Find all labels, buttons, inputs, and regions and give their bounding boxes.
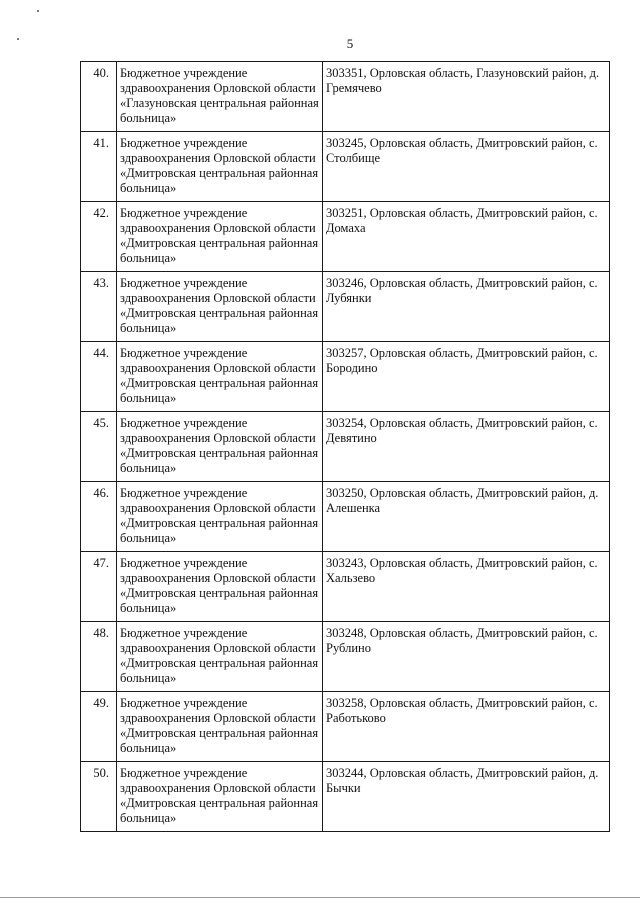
table-row [81,412,610,482]
row-number: 42. [81,202,117,272]
row-number: 49. [81,692,117,762]
institution-name: Бюджетное учреждение здравоохранения Орловской области «Дмитровская центральная районная больница» [117,692,323,762]
row-number: 47. [81,552,117,622]
table-row [81,202,610,272]
institution-address: 303351, Орловская область, Глазуновский район, д. Гремячево [323,62,610,132]
institution-name: Бюджетное учреждение здравоохранения Орловской области «Дмитровская центральная районная больница» [117,622,323,692]
institution-address: 303254, Орловская область, Дмитровский район, с. Девятино [323,412,610,482]
institution-name: Бюджетное учреждение здравоохранения Орловской области «Дмитровская центральная районная больница» [117,132,323,202]
row-number: 40. [81,62,117,132]
row-number: 44. [81,342,117,412]
facilities-table [80,61,610,832]
scan-speck [37,10,39,12]
institution-name: Бюджетное учреждение здравоохранения Орловской области «Дмитровская центральная районная больница» [117,272,323,342]
institution-address: 303251, Орловская область, Дмитровский район, с. Домаха [323,202,610,272]
institution-address: 303245, Орловская область, Дмитровский район, с. Столбище [323,132,610,202]
row-number: 48. [81,622,117,692]
institution-address: 303243, Орловская область, Дмитровский район, с. Хальзево [323,552,610,622]
institution-address: 303248, Орловская область, Дмитровский район, с. Рублино [323,622,610,692]
facilities-table-body [81,62,610,832]
institution-name: Бюджетное учреждение здравоохранения Орловской области «Дмитровская центральная районная больница» [117,202,323,272]
institution-name: Бюджетное учреждение здравоохранения Орловской области «Глазуновская центральная районная больница» [117,62,323,132]
institution-address: 303246, Орловская область, Дмитровский район, с. Лубянки [323,272,610,342]
institution-address: 303257, Орловская область, Дмитровский район, с. Бородино [323,342,610,412]
institution-address: 303258, Орловская область, Дмитровский район, с. Работьково [323,692,610,762]
table-row [81,692,610,762]
table-row [81,552,610,622]
table-row [81,342,610,412]
institution-name: Бюджетное учреждение здравоохранения Орловской области «Дмитровская центральная районная больница» [117,412,323,482]
row-number: 45. [81,412,117,482]
table-row [81,762,610,832]
institution-name: Бюджетное учреждение здравоохранения Орловской области «Дмитровская центральная районная больница» [117,482,323,552]
scan-edge-line [0,897,640,898]
table-row [81,482,610,552]
row-number: 50. [81,762,117,832]
institution-address: 303244, Орловская область, Дмитровский район, д. Бычки [323,762,610,832]
institution-address: 303250, Орловская область, Дмитровский район, д. Алешенка [323,482,610,552]
institution-name: Бюджетное учреждение здравоохранения Орловской области «Дмитровская центральная районная больница» [117,342,323,412]
table-row [81,622,610,692]
institution-name: Бюджетное учреждение здравоохранения Орловской области «Дмитровская центральная районная больница» [117,552,323,622]
row-number: 46. [81,482,117,552]
table-row [81,62,610,132]
table-row [81,132,610,202]
institution-name: Бюджетное учреждение здравоохранения Орловской области «Дмитровская центральная районная больница» [117,762,323,832]
page-number: 5 [346,36,354,51]
scan-speck [17,38,19,40]
row-number: 41. [81,132,117,202]
row-number: 43. [81,272,117,342]
table-row [81,272,610,342]
